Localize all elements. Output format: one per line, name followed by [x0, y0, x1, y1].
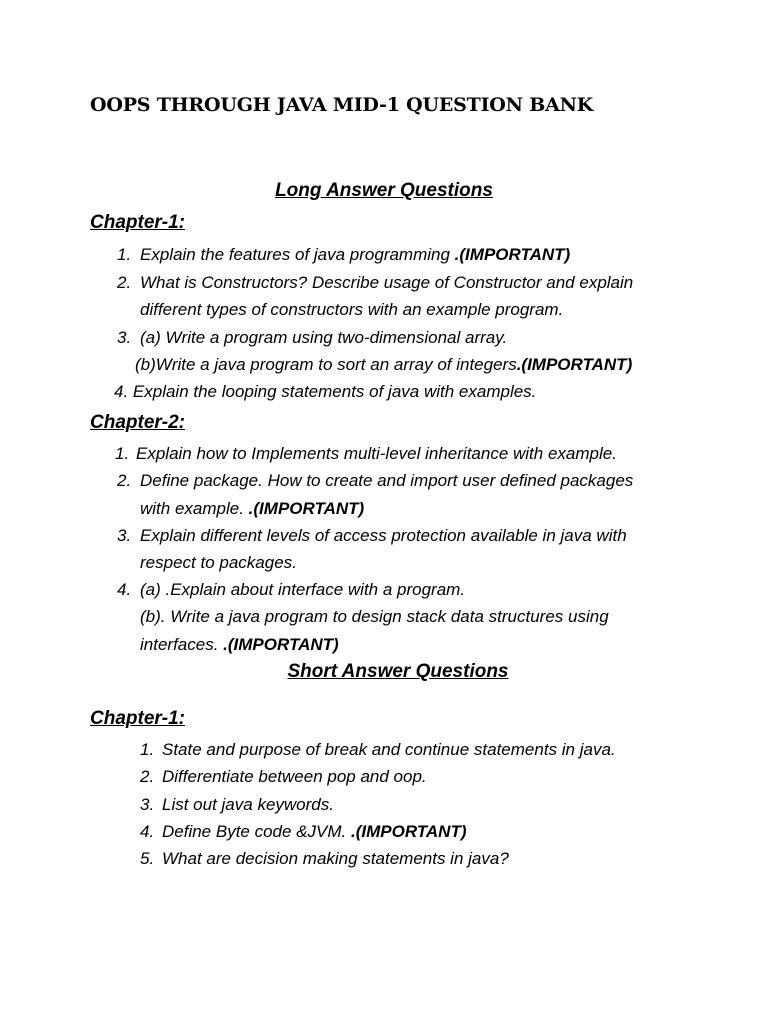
long-ch2-question-4b: (b). Write a java program to design stack data structures using — [140, 607, 609, 626]
long-ch2-question-2 — [117, 471, 633, 491]
question-number: 2. — [117, 273, 132, 292]
question-text: What are decision making statements in java? — [162, 849, 509, 868]
question-number: 1. — [117, 245, 132, 264]
question-text: (b)Write a java program to sort an array of integers — [135, 355, 517, 374]
question-number: 4. — [140, 822, 155, 841]
question-text: List out java keywords. — [162, 795, 334, 814]
long-chapter1-heading: Chapter-1: — [90, 212, 186, 233]
important-tag: .(IMPORTANT) — [454, 245, 571, 264]
long-ch1-question-3a — [117, 328, 507, 348]
long-ch2-question-4a — [117, 580, 465, 600]
question-text: Differentiate between pop and oop. — [162, 767, 427, 786]
long-ch1-question-3b — [135, 355, 632, 375]
short-chapter1-heading: Chapter-1: — [90, 708, 186, 729]
question-text: Explain the features of java programming — [140, 245, 455, 264]
short-answer-heading: Short Answer Questions — [287, 661, 509, 682]
long-ch2-question-4b-continued — [140, 635, 339, 655]
question-text: State and purpose of break and continue statements in java. — [162, 740, 616, 759]
question-number: 1. — [140, 740, 155, 759]
long-answer-heading: Long Answer Questions — [275, 180, 493, 201]
long-ch2-question-3 — [117, 526, 627, 546]
long-ch2-question-1 — [115, 444, 617, 464]
question-number: 3. — [117, 526, 132, 545]
question-number: 3. — [140, 795, 155, 814]
document-title: OOPS THROUGH JAVA MID-1 QUESTION BANK — [90, 94, 594, 116]
question-number: 1. — [115, 444, 130, 463]
long-ch1-question-1 — [117, 245, 570, 265]
important-tag: .(IMPORTANT) — [223, 635, 339, 654]
question-text: Define package. How to create and import user defined packages — [140, 471, 634, 490]
question-text: (a) Write a program using two-dimensional array. — [140, 328, 508, 347]
short-ch1-question-3 — [140, 795, 334, 815]
question-text: (a) .Explain about interface with a program. — [140, 580, 466, 599]
question-number: 2. — [140, 767, 155, 786]
important-tag: .(IMPORTANT) — [516, 355, 633, 374]
short-ch1-question-1 — [140, 740, 616, 760]
question-text: interfaces. — [140, 635, 224, 654]
question-number: 2. — [117, 471, 132, 490]
important-tag: .(IMPORTANT) — [248, 499, 365, 518]
long-ch2-question-3-continued: respect to packages. — [140, 553, 297, 572]
long-ch2-question-2-continued — [140, 499, 364, 519]
question-text: with example. — [140, 499, 249, 518]
question-number: 5. — [140, 849, 155, 868]
long-ch1-question-2 — [117, 273, 633, 293]
question-text: Explain how to Implements multi-level inheritance with example. — [136, 444, 617, 463]
long-chapter2-heading: Chapter-2: — [90, 412, 186, 433]
short-ch1-question-4 — [140, 822, 467, 842]
question-number: 3. — [117, 328, 132, 347]
short-ch1-question-2 — [140, 767, 427, 787]
question-number: 4. — [117, 580, 132, 599]
question-text: What is Constructors? Describe usage of Constructor and explain — [140, 273, 634, 292]
short-ch1-question-5 — [140, 849, 509, 869]
important-tag: .(IMPORTANT) — [350, 822, 467, 841]
question-text: Define Byte code &JVM. — [162, 822, 351, 841]
question-text: Explain different levels of access protection available in java with — [140, 526, 627, 545]
long-ch1-question-2-continued: different types of constructors with an example program. — [140, 300, 564, 319]
long-ch1-question-4: 4. Explain the looping statements of java with examples. — [114, 382, 537, 401]
